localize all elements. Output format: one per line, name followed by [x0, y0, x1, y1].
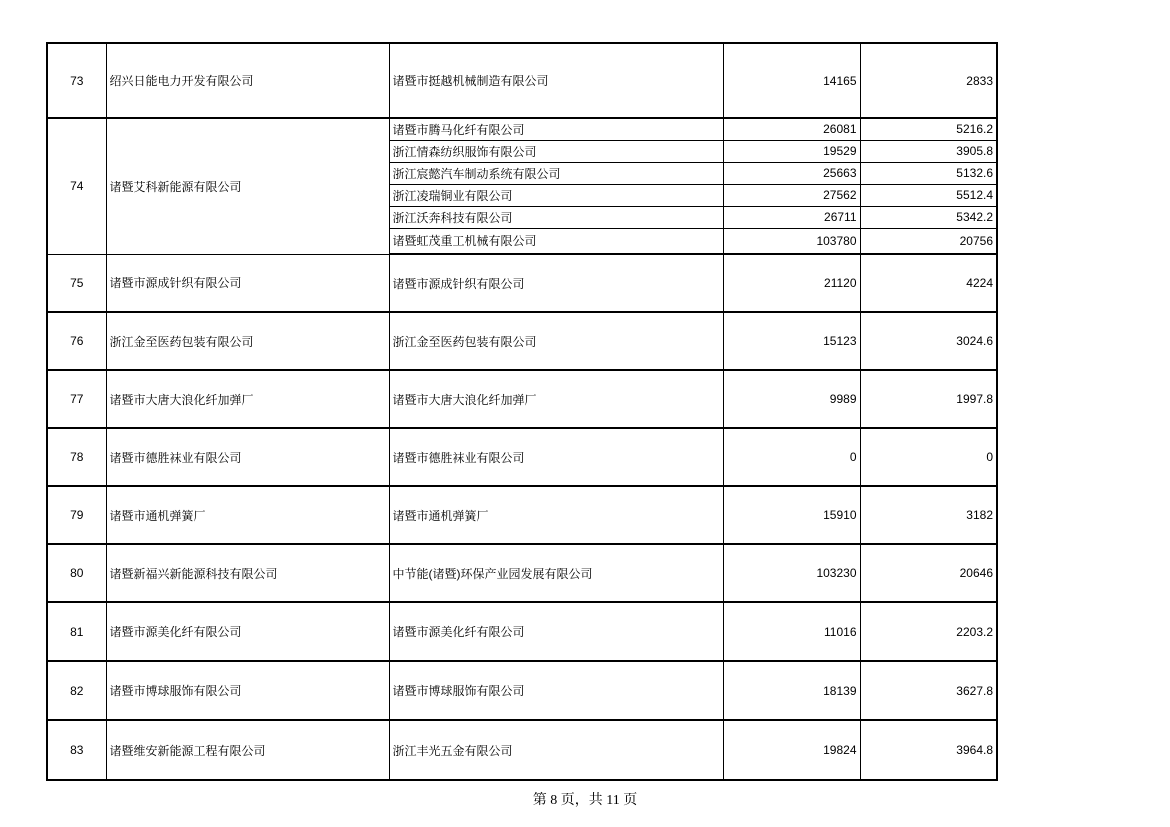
site-name: 浙江丰光五金有限公司	[389, 720, 723, 780]
value-1: 26081	[723, 118, 860, 140]
table-row	[47, 118, 997, 140]
table-row	[47, 544, 997, 602]
applicant-name: 诸暨市德胜袜业有限公司	[106, 428, 389, 486]
site-name: 诸暨市挺越机械制造有限公司	[389, 43, 723, 118]
data-sheet	[46, 42, 998, 781]
applicant-name: 诸暨市源成针织有限公司	[106, 254, 389, 312]
site-name: 诸暨市源美化纤有限公司	[389, 602, 723, 661]
applicant-name: 诸暨市大唐大浪化纤加弹厂	[106, 370, 389, 428]
table-row	[47, 602, 997, 661]
applicant-name: 诸暨市通机弹簧厂	[106, 486, 389, 544]
table-row	[47, 428, 997, 486]
value-2: 4224	[860, 254, 997, 312]
value-2: 3024.6	[860, 312, 997, 370]
row-number: 81	[47, 602, 106, 661]
applicant-name: 浙江金至医药包装有限公司	[106, 312, 389, 370]
value-1: 18139	[723, 661, 860, 720]
site-name: 诸暨市博球服饰有限公司	[389, 661, 723, 720]
table-row	[47, 486, 997, 544]
applicant-name: 诸暨维安新能源工程有限公司	[106, 720, 389, 780]
table-row	[47, 43, 997, 118]
value-2: 3964.8	[860, 720, 997, 780]
row-number: 82	[47, 661, 106, 720]
table-row	[47, 312, 997, 370]
value-1: 103230	[723, 544, 860, 602]
site-name: 浙江金至医药包装有限公司	[389, 312, 723, 370]
value-1: 15910	[723, 486, 860, 544]
value-2: 5342.2	[860, 206, 997, 228]
value-2: 3182	[860, 486, 997, 544]
applicant-name: 诸暨市源美化纤有限公司	[106, 602, 389, 661]
site-name: 浙江沃奔科技有限公司	[389, 206, 723, 228]
row-number: 74	[47, 118, 106, 254]
value-2: 20646	[860, 544, 997, 602]
value-2: 2203.2	[860, 602, 997, 661]
row-number: 75	[47, 254, 106, 312]
table-row	[47, 370, 997, 428]
value-1: 27562	[723, 184, 860, 206]
value-2: 0	[860, 428, 997, 486]
value-1: 14165	[723, 43, 860, 118]
table-row	[47, 254, 997, 312]
applicant-name: 诸暨新福兴新能源科技有限公司	[106, 544, 389, 602]
row-number: 83	[47, 720, 106, 780]
site-name: 浙江情森纺织服饰有限公司	[389, 140, 723, 162]
row-number: 78	[47, 428, 106, 486]
table-row	[47, 661, 997, 720]
value-2: 3905.8	[860, 140, 997, 162]
value-2: 20756	[860, 228, 997, 254]
row-number: 76	[47, 312, 106, 370]
value-1: 25663	[723, 162, 860, 184]
value-2: 5512.4	[860, 184, 997, 206]
value-1: 15123	[723, 312, 860, 370]
value-1: 0	[723, 428, 860, 486]
value-1: 9989	[723, 370, 860, 428]
value-2: 1997.8	[860, 370, 997, 428]
row-number: 80	[47, 544, 106, 602]
value-1: 21120	[723, 254, 860, 312]
site-name: 中节能(诸暨)环保产业园发展有限公司	[389, 544, 723, 602]
value-1: 11016	[723, 602, 860, 661]
applicant-name: 诸暨市博球服饰有限公司	[106, 661, 389, 720]
site-name: 诸暨市腾马化纤有限公司	[389, 118, 723, 140]
site-name: 浙江凌瑞铜业有限公司	[389, 184, 723, 206]
table-row	[47, 720, 997, 780]
applicant-name: 诸暨艾科新能源有限公司	[106, 118, 389, 254]
value-1: 26711	[723, 206, 860, 228]
value-2: 3627.8	[860, 661, 997, 720]
value-1: 19824	[723, 720, 860, 780]
row-number: 73	[47, 43, 106, 118]
value-1: 103780	[723, 228, 860, 254]
row-number: 77	[47, 370, 106, 428]
value-2: 5132.6	[860, 162, 997, 184]
site-name: 浙江宸懿汽车制动系统有限公司	[389, 162, 723, 184]
data-table	[46, 42, 998, 781]
site-name: 诸暨市源成针织有限公司	[389, 254, 723, 312]
value-2: 2833	[860, 43, 997, 118]
value-1: 19529	[723, 140, 860, 162]
row-number: 79	[47, 486, 106, 544]
site-name: 诸暨市德胜袜业有限公司	[389, 428, 723, 486]
page-footer: 第 8 页，共 11 页	[532, 793, 638, 808]
site-name: 诸暨虹茂重工机械有限公司	[389, 228, 723, 254]
value-2: 5216.2	[860, 118, 997, 140]
site-name: 诸暨市通机弹簧厂	[389, 486, 723, 544]
site-name: 诸暨市大唐大浪化纤加弹厂	[389, 370, 723, 428]
applicant-name: 绍兴日能电力开发有限公司	[106, 43, 389, 118]
